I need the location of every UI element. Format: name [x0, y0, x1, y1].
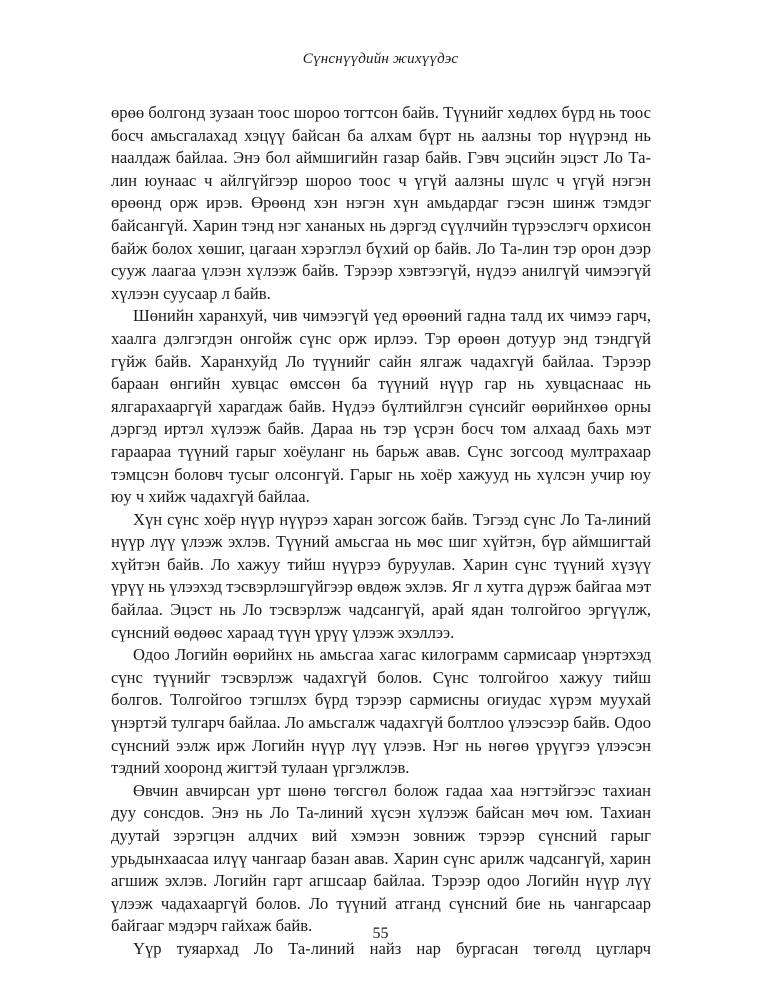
paragraph: өрөө болгонд зузаан тоос шороо тогтсон байв. Түүнийг хөдлөх бүрд нь тоос босч амьсгалахад хэцүү байсан ба алхам бүрт нь аалзны тор нүүрэнд нь наалдаж байлаа. Энэ бол аймшигийн газар байв. Гэвч эцсийн эцэст Ло Та-лин юунаас ч айлгүйгээр шороо тоос ч үгүй аалзны шүлс ч үгүй нэгэн өрөөнд орж ирэв. Өрөөнд хэн нэгэн хүн амьдардаг гэсэн шинж тэмдэг байсангүй. Харин тэнд нэг хананых нь дэргэд сүүлчийн түрээслэгч орхисон байж болох хөшиг, цагаан хэрэглэл бүхий ор байв. Ло Та-лин тэр орон дээр сууж лаагаа үлээн хүлээж байв. Тэрээр хэвтээгүй, нүдээ анилгүй чимээгүй хүлээн суусаар л байв.	[111, 103, 651, 303]
paragraph: Одоо Логийн өөрийнх нь амьсгаа хагас килограмм сармисаар үнэртэхэд сүнс түүнийг тэсвэрлэж чадахгүй болов. Сүнс толгойгоо хажуу тийш болгов. Толгойгоо тэгшлэх бүрд тэрээр сармисны огиудас хүрэм муухай үнэртэй тулгарч байлаа. Ло амьсгалж чадахгүй болтлоо үлээсээр байв. Одоо сүнсний ээлж ирж Логийн нүүр лүү үлээв. Нэг нь нөгөө үрүүгээ үлээсэн тэдний хооронд жигтэй тулаан үргэлжлэв.	[111, 645, 651, 778]
body-text	[111, 102, 651, 961]
paragraph: Үүр туяархад Ло Та-линий найз нар бургасан төгөлд цугларч	[133, 938, 651, 958]
paragraph: Шөнийн харанхуй, чив чимээгүй үед өрөөний гадна талд их чимээ гарч, хаалга дэлгэгдэн онгойж сүнс орж ирлээ. Тэр өрөөн дотуур энд тэндгүй гүйж байв. Харанхуйд Ло түүнийг сайн ялгаж чадахгүй байлаа. Тэрээр бараан өнгийн хувцас өмссөн ба түүний нүүр гар нь хувцаснаас нь ялгарахааргүй харагдаж байв. Нүдээ бүлтийлгэн сүнсийг өөрийнхөө орны дэргэд иртэл хүлээж байв. Дараа нь тэр үсрэн босч том алхаад бахь мэт гараараа түүний гарыг хоёуланг нь барьж авав. Сүнс зогсоод мултрахаар тэмцсэн боловч тусыг олсонгүй. Гарыг нь хоёр хажууд нь хүлсэн учир юу юу ч хийж чадахгүй байлаа.	[111, 306, 651, 507]
paragraph: Өвчин авчирсан урт шөнө төгсгөл болож гадаа хаа нэгтэйгээс тахиан дуу сонсдов. Энэ нь Ло Та-линий хүсэн хүлээж байсан мөч юм. Тахиан дуутай зэрэгцэн алдчих вий хэмээн зовниж тэрээр сүнсний гарыг урьдынхаасаа илүү чангаар базан авав. Харин сүнс арилж чадсангүй, харин агшиж эхлэв. Логийн гарт агшсаар байлаа. Тэрээр одоо Логийн нүүр лүү үлээж чадахааргүй болов. Ло түүний атганд сүнсний бие нь чангарсаар байгааг мэдэрч гайхаж байв.	[111, 780, 651, 936]
running-header-title: Сүнснүүдийн жихүүдэс	[302, 51, 459, 67]
paragraph: Хүн сүнс хоёр нүүр нүүрээ харан зогсож байв. Тэгээд сүнс Ло Та-линий нүүр лүү үлээж эхлэв. Түүний амьсгаа нь мөс шиг хүйтэн, бүр аймшигтай хүйтэн байв. Ло хажуу тийш нүүрээ буруулав. Харин сүнс түүний хүзүү үрүү нь үлээхэд тэсвэрлэшгүйгээр өвдөж эхлэв. Яг л хутга дүрэж байгаа мэт байлаа. Эцэст нь Ло тэсвэрлэж чадсангүй, арай ядан толгойгоо эргүүлж, сүнсний өөдөөс хараад түүн үрүү үлээж эхэллээ.	[111, 509, 651, 642]
page-number: 55	[372, 925, 389, 942]
